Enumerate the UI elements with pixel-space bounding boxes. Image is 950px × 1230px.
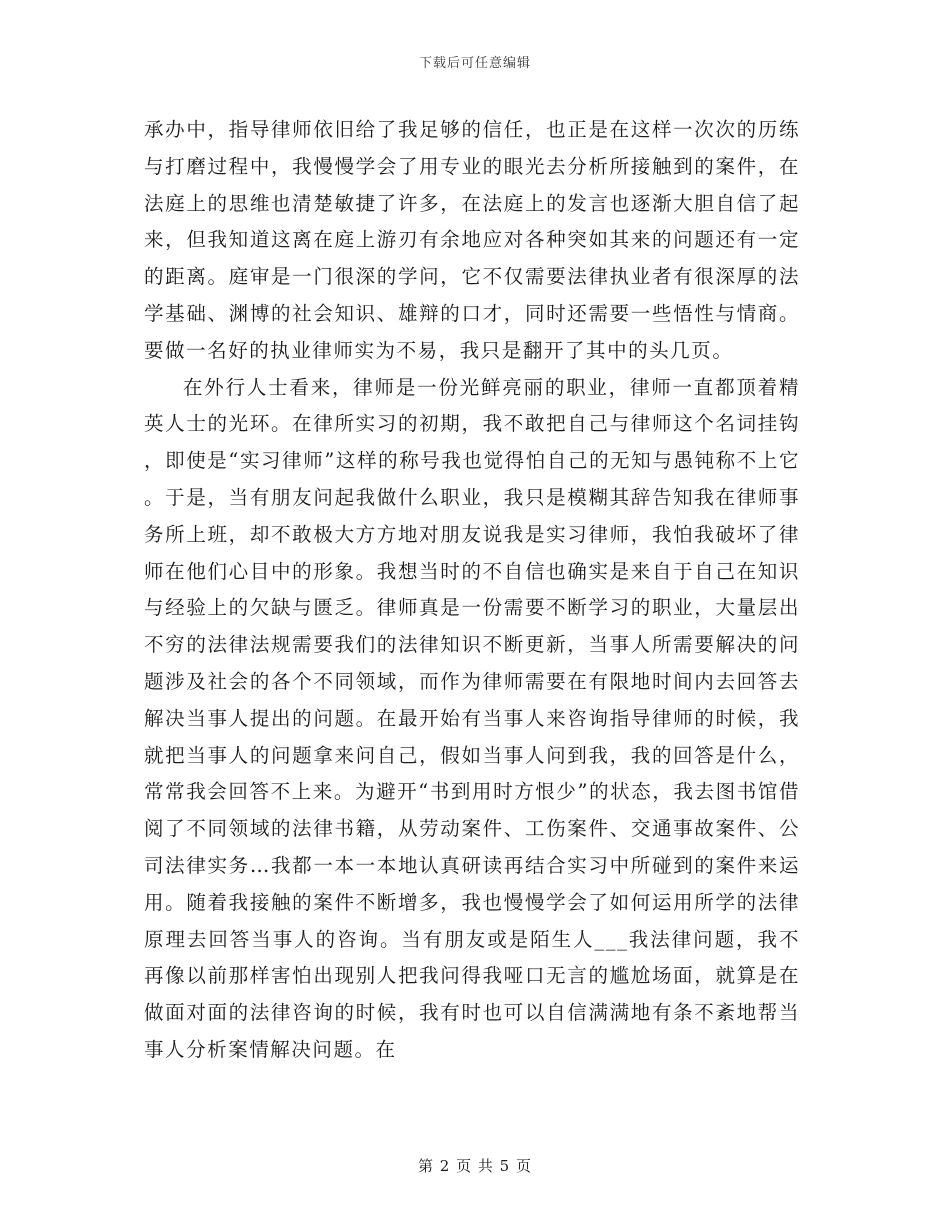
page-header: 下载后可任意编辑 bbox=[418, 56, 531, 71]
paragraph-1: 承办中，指导律师依旧给了我足够的信任，也正是在这样一次次的历练与打磨过程中，我慢慢学会了用专业的眼光去分析所接触到的案件，在法庭上的思维也清楚敏捷了许多，在法庭上的发言也逐渐大胆自信了起来，但我知道这离在庭上游刃有余地应对各种突如其来的问题还有一定的距离。庭审是一门很深的学问，它不仅需要法律执业者有很深厚的法学基础、渊博的社会知识、雄辩的口才，同时还需要一些悟性与情商。要做一名好的执业律师实为不易，我只是翻开了其中的头几页。 bbox=[144, 118, 800, 362]
paragraph-2: 在外行人士看来，律师是一份光鲜亮丽的职业，律师一直都顶着精英人士的光环。在律所实习的初期，我不敢把自己与律师这个名词挂钩，即使是“实习律师”这样的称号我也觉得怕自己的无知与愚钝称不上它。于是，当有朋友问起我做什么职业，我只是模糊其辞告知我在律师事务所上班，却不敢极大方方地对朋友说我是实习律师，我怕我破坏了律师在他们心目中的形象。我想当时的不自信也确实是来自于自己在知识与经验上的欠缺与匮乏。律师真是一份需要不断学习的职业，大量层出不穷的法律法规需要我们的法律知识不断更新，当事人所需要解决的问题涉及社会的各个不同领域，而作为律师需要在有限地时间内去回答去解决当事人提出的问题。在最开始有当事人来咨询指导律师的时候，我就把当事人的问题拿来问自己，假如当事人问到我，我的回答是什么，常常我会回答不上来。为避开“书到用时方恨少”的状态，我去图书馆借阅了不同领域的法律书籍，从劳动案件、工伤案件、交通事故案件、公司法律实务…我都一本一本地认真研读再结合实习中所碰到的案件来运用。随着我接触的案件不断增多，我也慢慢学会了如何运用所学的法律原理去回答当事人的咨询。当有朋友或是陌生人___我法律问题，我不再像以前那样害怕出现别人把我问得我哑口无言的尴尬场面，就算是在做面对面的法律咨询的时候，我有时也可以自信满满地有条不紊地帮当事人分析案情解决问题。在 bbox=[144, 375, 800, 1061]
page-footer: 第 2 页 共 5 页 bbox=[418, 1157, 532, 1175]
document-body bbox=[144, 112, 800, 1069]
